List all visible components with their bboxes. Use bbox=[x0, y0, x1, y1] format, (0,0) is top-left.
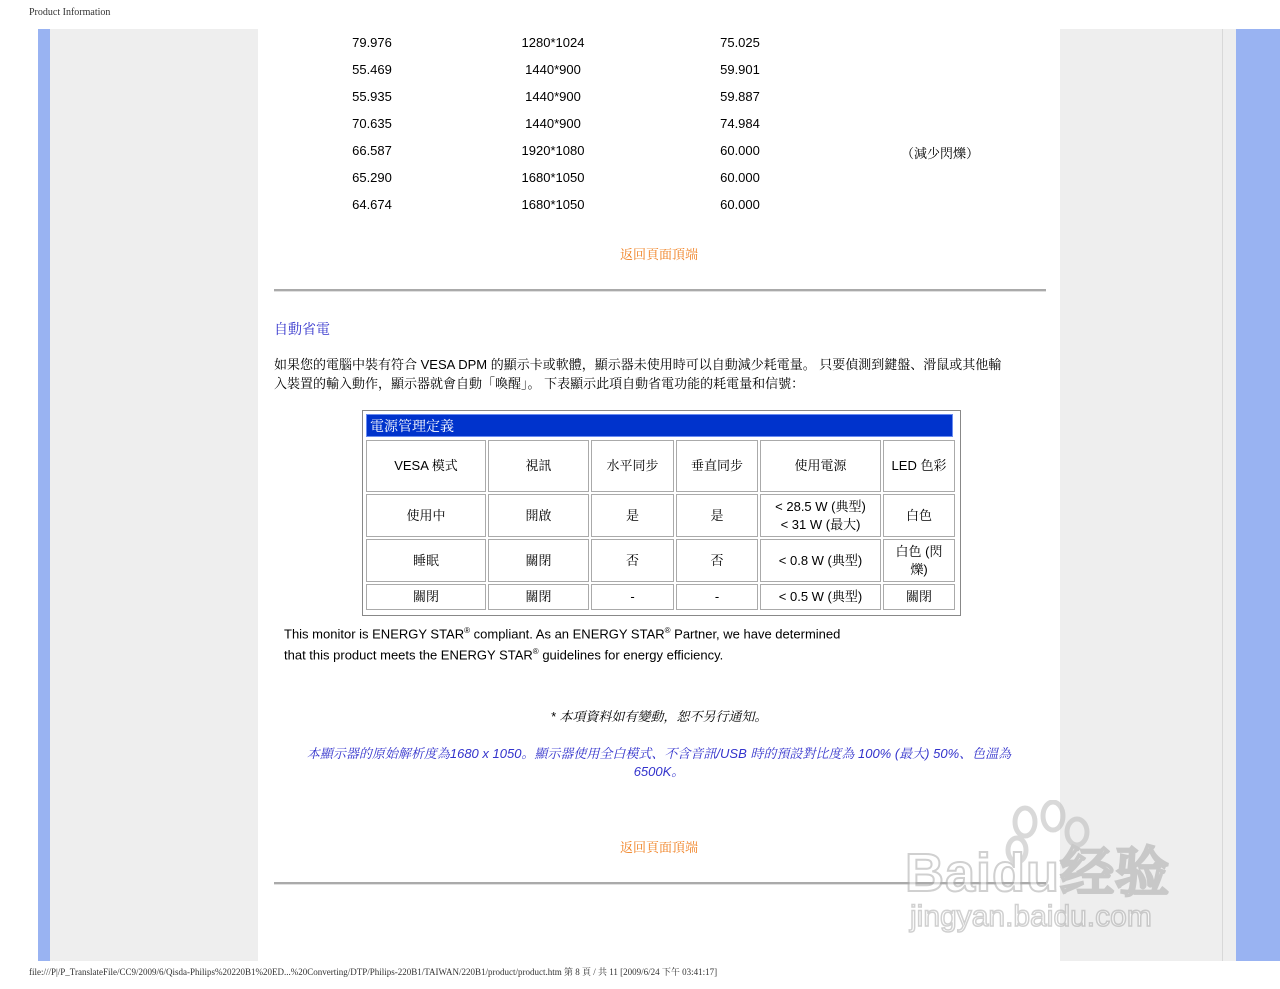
back-to-top-link[interactable]: 返回頁面頂端 bbox=[619, 247, 698, 262]
header-cell: VESA 模式 bbox=[366, 440, 486, 492]
table-cell: 白色 (閃爍) bbox=[883, 539, 955, 582]
section-title: 自動省電 bbox=[274, 321, 330, 337]
header-cell: 視訊 bbox=[488, 440, 589, 492]
baidu-watermark bbox=[905, 800, 1205, 950]
energy-text-3: Partner, we have determined that this product meets the ENERGY STAR bbox=[284, 626, 841, 663]
table-cell: 關閉 bbox=[366, 584, 486, 610]
table-cell: 關閉 bbox=[883, 584, 955, 610]
energy-text-4: guidelines for energy efficiency. bbox=[538, 647, 724, 663]
power-management-table bbox=[362, 410, 961, 616]
back-to-top-link[interactable]: 返回頁面頂端 bbox=[619, 840, 698, 855]
h-freq-cell: 66.587 bbox=[352, 143, 392, 158]
registered-mark: ® bbox=[532, 647, 539, 657]
h-freq-cell: 55.469 bbox=[352, 62, 392, 77]
resolution-cell: 1280*1024 bbox=[521, 35, 585, 50]
table-cell: 否 bbox=[591, 539, 674, 582]
resolution-cell: 1920*1080 bbox=[521, 143, 585, 158]
left-gray-margin bbox=[50, 29, 258, 961]
energy-text-2: compliant. As an ENERGY STAR bbox=[470, 626, 665, 642]
table-cell: 關閉 bbox=[488, 584, 589, 610]
watermark-brand: Baidu经验 bbox=[905, 843, 1171, 903]
table-cell: < 0.5 W (典型) bbox=[760, 584, 881, 610]
table-cell: < 28.5 W (典型) < 31 W (最大) bbox=[760, 494, 881, 537]
energy-text-1: This monitor is ENERGY STAR bbox=[284, 626, 465, 642]
table-cell: < 0.8 W (典型) bbox=[760, 539, 881, 582]
section-paragraph: 如果您的電腦中裝有符合 VESA DPM 的顯示卡或軟體，顯示器未使用時可以自動減少耗電量。 只要偵測到鍵盤、滑鼠或其他輸入裝置的輸入動作，顯示器就會自動「喚醒」。 下表顯示此項自動省電功能的耗電量和信號： bbox=[274, 357, 1002, 391]
table-cell: 使用中 bbox=[366, 494, 486, 537]
h-freq-cell: 79.976 bbox=[352, 35, 392, 50]
table-cell: 關閉 bbox=[488, 539, 589, 582]
note-cell: （減少閃爍） bbox=[900, 146, 979, 161]
v-freq-cell: 60.000 bbox=[720, 170, 760, 185]
table-cell: - bbox=[676, 584, 758, 610]
table-cell: 是 bbox=[591, 494, 674, 537]
power-table-title: 電源管理定義 bbox=[366, 414, 953, 437]
print-header: Product Information bbox=[29, 7, 111, 18]
native-resolution-note: 本顯示器的原始解析度為1680 x 1050。顯示器使用全白模式、不含音訊/USB 時的預設對比度為 100% (最大) 50%、色溫為 6500K。 bbox=[306, 746, 1012, 779]
registered-mark: ® bbox=[464, 626, 471, 635]
table-cell: 是 bbox=[676, 494, 758, 537]
watermark-url: jingyan.baidu.com bbox=[910, 900, 1152, 933]
resolution-cell: 1680*1050 bbox=[521, 170, 585, 185]
resolution-cell: 1440*900 bbox=[525, 89, 581, 104]
table-cell: 白色 bbox=[883, 494, 955, 537]
h-freq-cell: 55.935 bbox=[352, 89, 392, 104]
right-accent-bar bbox=[1236, 29, 1280, 961]
h-freq-cell: 64.674 bbox=[352, 197, 392, 212]
header-cell: 水平同步 bbox=[591, 440, 674, 492]
resolution-cell: 1440*900 bbox=[525, 62, 581, 77]
change-notice: * 本項資料如有變動，恕不另行通知。 bbox=[550, 709, 768, 724]
v-freq-cell: 59.901 bbox=[720, 62, 760, 77]
h-freq-cell: 65.290 bbox=[352, 170, 392, 185]
resolution-cell: 1680*1050 bbox=[521, 197, 585, 212]
registered-mark: ® bbox=[664, 626, 671, 635]
table-cell: 開啟 bbox=[488, 494, 589, 537]
print-footer: file:///P|/P_TranslateFile/CC9/2009/6/Qisda-Philips%20220B1%20ED...%20Converting/DTP/Philips-220B1/TAIWAN/220B1/product/product.htm 第 8 頁 / 共 11 [2009/6/24 下午 03:41:17] bbox=[29, 967, 718, 977]
divider bbox=[274, 289, 1046, 292]
table-cell: 否 bbox=[676, 539, 758, 582]
header-cell: 垂直同步 bbox=[676, 440, 758, 492]
right-margin-divider bbox=[1222, 29, 1223, 961]
header-cell: 使用電源 bbox=[760, 440, 881, 492]
header-cell: LED 色彩 bbox=[883, 440, 955, 492]
table-cell: 睡眠 bbox=[366, 539, 486, 582]
energy-star-statement bbox=[284, 622, 844, 665]
resolution-cell: 1440*900 bbox=[525, 116, 581, 131]
v-freq-cell: 60.000 bbox=[720, 143, 760, 158]
left-accent-bar bbox=[38, 29, 50, 961]
v-freq-cell: 74.984 bbox=[720, 116, 760, 131]
v-freq-cell: 59.887 bbox=[720, 89, 760, 104]
table-cell: - bbox=[591, 584, 674, 610]
h-freq-cell: 70.635 bbox=[352, 116, 392, 131]
v-freq-cell: 75.025 bbox=[720, 35, 760, 50]
v-freq-cell: 60.000 bbox=[720, 197, 760, 212]
